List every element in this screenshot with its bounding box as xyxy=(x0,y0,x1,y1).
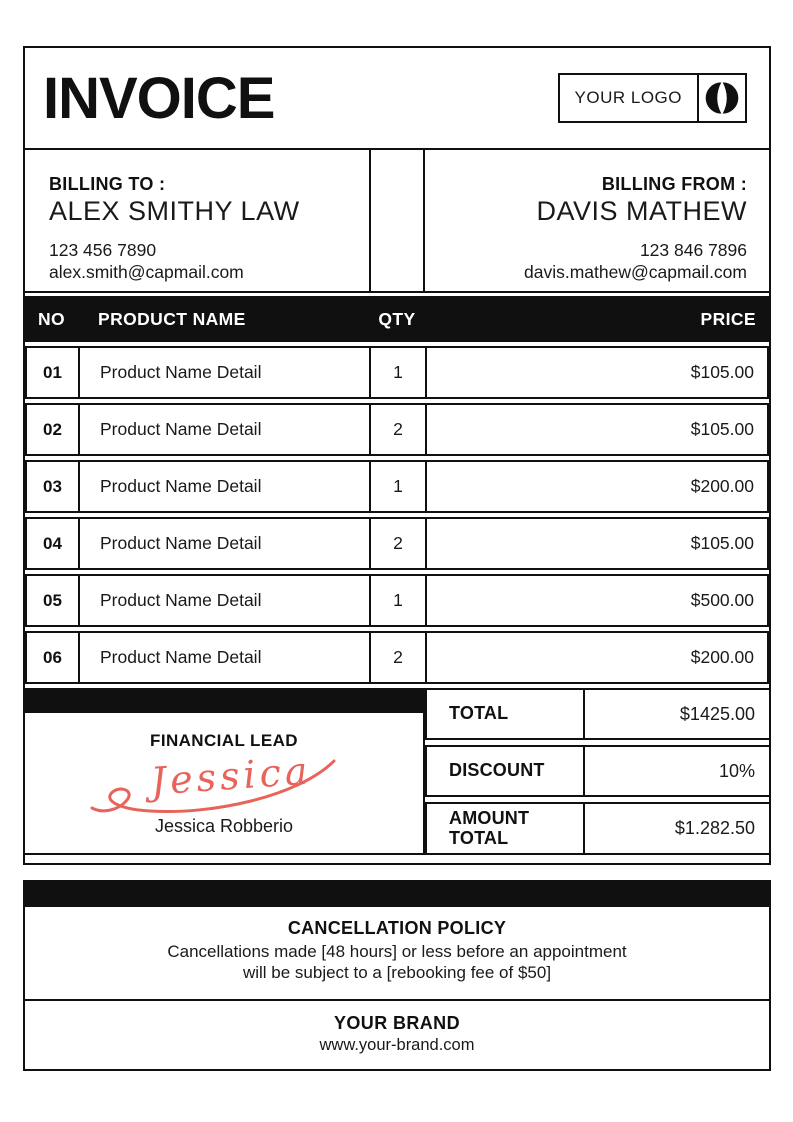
invoice-header xyxy=(25,48,769,150)
col-header-product: PRODUCT NAME xyxy=(98,308,246,329)
signature-text: Jessica xyxy=(149,748,313,804)
discount-value: 10% xyxy=(718,760,755,781)
invoice-main-box xyxy=(23,46,771,865)
row-no: 02 xyxy=(27,405,80,454)
table-row xyxy=(25,346,769,399)
signature-column xyxy=(25,688,425,855)
summary-section xyxy=(25,688,769,855)
table-row xyxy=(25,574,769,627)
row-product: Product Name Detail xyxy=(80,519,371,568)
table-row xyxy=(25,517,769,570)
logo-label: YOUR LOGO xyxy=(574,88,682,107)
billing-to-name: ALEX SMITHY LAW xyxy=(49,196,300,226)
table-row xyxy=(25,631,769,684)
cancellation-policy-text xyxy=(25,942,769,983)
row-product: Product Name Detail xyxy=(80,633,371,682)
billing-from-name: DAVIS MATHEW xyxy=(536,196,747,226)
brand-name: YOUR BRAND xyxy=(333,1013,460,1033)
amount-total-row xyxy=(425,802,769,855)
col-header-no: NO xyxy=(37,308,66,329)
signature-name: Jessica Robberio xyxy=(154,816,294,836)
col-header-price: PRICE xyxy=(700,308,756,329)
signature-box xyxy=(25,713,425,855)
brand-section xyxy=(25,1001,769,1069)
row-price: $105.00 xyxy=(690,362,754,382)
total-label: TOTAL xyxy=(427,690,585,738)
row-no: 01 xyxy=(27,348,80,397)
black-divider-bar xyxy=(25,688,425,713)
billing-from-heading: BILLING FROM : xyxy=(601,174,747,194)
footer-box xyxy=(23,880,771,1071)
row-qty: 2 xyxy=(371,633,427,682)
row-no: 05 xyxy=(27,576,80,625)
table-row xyxy=(25,403,769,456)
row-no: 04 xyxy=(27,519,80,568)
billing-from-block xyxy=(425,150,769,291)
row-product: Product Name Detail xyxy=(80,576,371,625)
signature-flourish xyxy=(84,747,364,821)
signature-role: FINANCIAL LEAD xyxy=(150,731,298,750)
row-qty: 1 xyxy=(371,576,427,625)
billing-divider-column xyxy=(369,150,425,291)
row-no: 03 xyxy=(27,462,80,511)
signature-script xyxy=(84,747,364,826)
total-row xyxy=(425,688,769,740)
brand-url: www.your-brand.com xyxy=(319,1036,475,1054)
row-product: Product Name Detail xyxy=(80,348,371,397)
totals-column xyxy=(425,688,769,855)
row-product: Product Name Detail xyxy=(80,405,371,454)
footer-black-bar xyxy=(25,882,769,907)
policy-line-2: will be subject to a [rebooking fee of $50] xyxy=(242,962,552,982)
row-price: $200.00 xyxy=(690,647,754,667)
discount-row xyxy=(425,745,769,797)
logo-box xyxy=(558,73,747,123)
amount-total-value: $1.282.50 xyxy=(674,818,755,838)
billing-to-email: alex.smith@capmail.com xyxy=(49,261,244,282)
row-qty: 1 xyxy=(371,348,427,397)
amount-total-label: AMOUNT TOTAL xyxy=(427,804,585,853)
billing-to-contact xyxy=(49,240,369,284)
billing-from-contact xyxy=(425,240,747,284)
col-header-qty: QTY xyxy=(378,308,416,329)
row-price: $105.00 xyxy=(690,533,754,553)
cancellation-policy-heading: CANCELLATION POLICY xyxy=(287,918,507,938)
total-value: $1425.00 xyxy=(679,703,755,724)
row-product: Product Name Detail xyxy=(80,462,371,511)
row-qty: 1 xyxy=(371,462,427,511)
policy-line-1: Cancellations made [48 hours] or less before an appointment xyxy=(167,942,627,961)
billing-to-heading: BILLING TO : xyxy=(49,174,166,194)
row-price: $105.00 xyxy=(690,419,754,439)
logo-icon-frame xyxy=(697,75,745,121)
table-header-row xyxy=(25,296,769,342)
row-qty: 2 xyxy=(371,519,427,568)
table-row xyxy=(25,460,769,513)
billing-to-phone: 123 456 7890 xyxy=(49,240,157,260)
row-price: $500.00 xyxy=(690,590,754,610)
row-no: 06 xyxy=(27,633,80,682)
discount-label: DISCOUNT xyxy=(427,747,585,795)
billing-section xyxy=(25,150,769,293)
billing-from-phone: 123 846 7896 xyxy=(639,240,747,260)
row-price: $200.00 xyxy=(690,476,754,496)
invoice-title: INVOICE xyxy=(43,65,275,131)
table-body xyxy=(25,346,769,688)
butterfly-logo-icon xyxy=(705,81,739,115)
cancellation-policy-section xyxy=(25,907,769,1001)
billing-to-block xyxy=(25,150,369,291)
billing-from-email: davis.mathew@capmail.com xyxy=(524,261,747,282)
row-qty: 2 xyxy=(371,405,427,454)
